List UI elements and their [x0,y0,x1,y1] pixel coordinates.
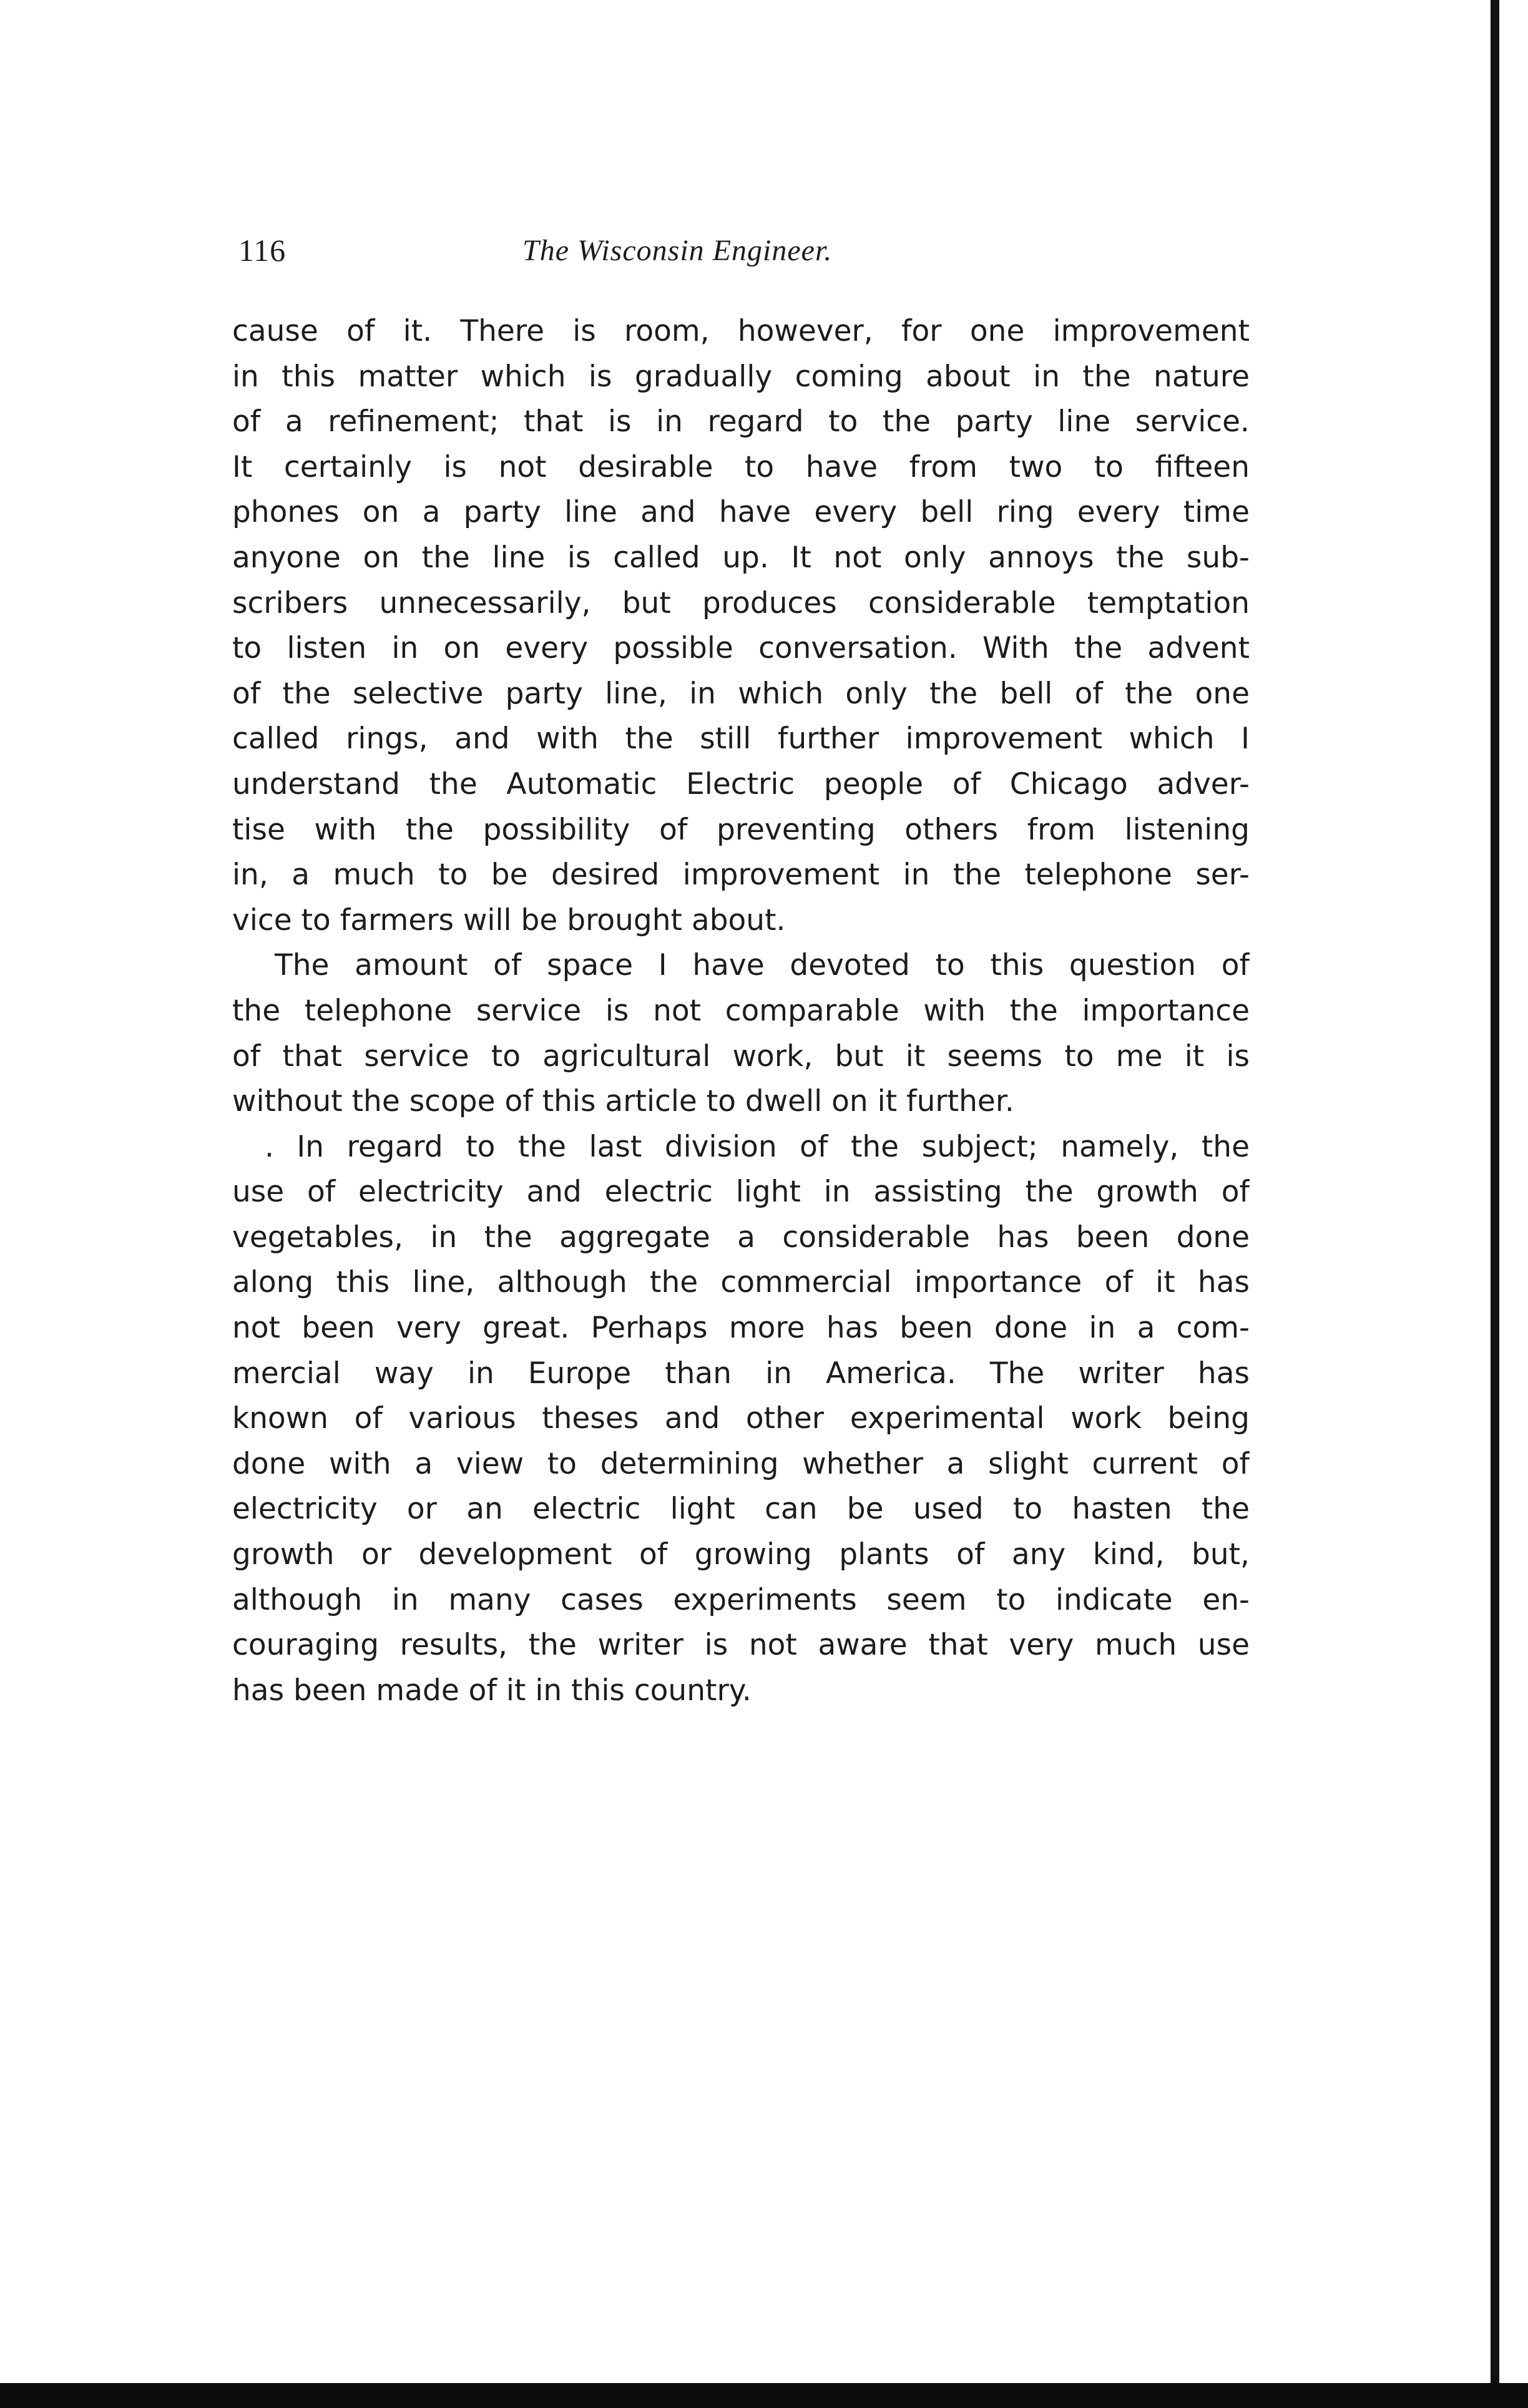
text-line: has been made of it in this country. [232,1673,752,1708]
text-line: in, a much to be desired improvement in the telephone ser- [232,858,1250,893]
text-line: The amount of space I have devoted to this question of [275,948,1250,983]
journal-title: The Wisconsin Engineer. [522,234,833,267]
text-line: electricity or an electric light can be used to hasten the [232,1492,1250,1527]
text-line: without the scope of this article to dwell on it further. [232,1084,1014,1119]
text-line: to listen in on every possible conversation. With the advent [232,631,1250,666]
text-line: understand the Automatic Electric people of Chicago adver- [232,766,1250,801]
text-line: . In regard to the last division of the subject; namely, the [265,1129,1250,1164]
scan-right-edge [1491,0,1499,2408]
paragraph-3 [232,1125,1250,1714]
text-line: done with a view to determining whether a slight current of [232,1446,1250,1481]
text-line: although in many cases experiments seem to indicate en- [232,1582,1250,1617]
text-line: phones on a party line and have every bell ring every time [232,495,1250,530]
text-line: use of electricity and electric light in assisting the growth of [232,1175,1250,1210]
text-line: growth or development of growing plants of any kind, but, [232,1537,1250,1572]
paragraph-2 [232,943,1250,1124]
text-line: tise with the possibility of preventing others from listening [232,812,1250,847]
text-line: couraging results, the writer is not aware that very much use [232,1628,1250,1663]
text-line: vegetables, in the aggregate a considerable has been done [232,1220,1250,1255]
text-line: in this matter which is gradually coming about in the nature [232,359,1250,394]
text-line: cause of it. There is room, however, for one improvement [232,314,1250,348]
scan-bottom-edge [0,2383,1528,2408]
paragraph-1 [232,309,1250,943]
text-line: It certainly is not desirable to have from two to fifteen [232,449,1250,484]
text-line: scribers unnecessarily, but produces considerable temptation [232,585,1250,620]
text-line: known of various theses and other experimental work being [232,1401,1250,1436]
text-line: of a refinement; that is in regard to the party line service. [232,404,1250,439]
text-line: called rings, and with the still further improvement which I [232,722,1250,756]
text-line: anyone on the line is called up. It not only annoys the sub- [232,540,1250,575]
text-line: not been very great. Perhaps more has been done in a com- [232,1311,1250,1346]
text-line: vice to farmers will be brought about. [232,903,786,937]
text-line: of the selective party line, in which only the bell of the one [232,676,1250,711]
text-line: the telephone service is not comparable with the importance [232,993,1250,1028]
text-line: along this line, although the commercial importance of it has [232,1265,1250,1300]
text-line: mercial way in Europe than in America. The writer has [232,1356,1250,1391]
article-body [232,309,1250,1713]
running-head [238,232,1000,282]
text-line: of that service to agricultural work, but it seems to me it is [232,1039,1250,1074]
page-number: 116 [238,233,286,268]
